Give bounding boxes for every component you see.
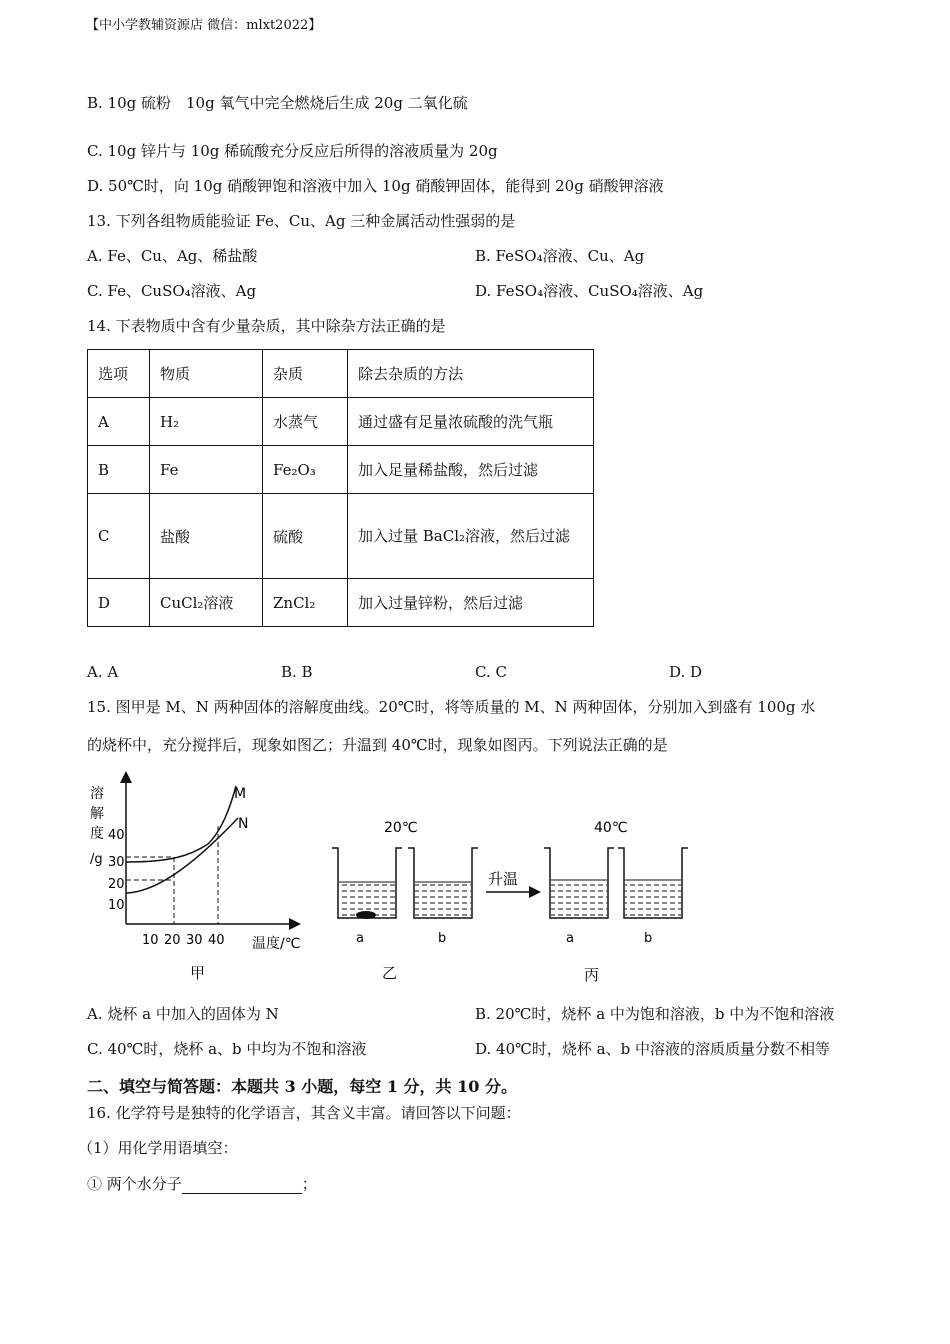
curve-m [126, 786, 236, 862]
y-tick-label: 20 [108, 877, 125, 892]
table-cell: CuCl₂溶液 [150, 579, 263, 627]
table-row [88, 494, 594, 579]
q12-option-b: B. 10g 硫粉 10g 氧气中完全燃烧后生成 20g 二氧化硫 [87, 94, 468, 112]
x-tick-label: 20 [164, 933, 181, 948]
solution-b-40 [625, 880, 681, 917]
table-cell: 硫酸 [263, 494, 348, 579]
q13-option-a: A. Fe、Cu、Ag、稀盐酸 [87, 247, 258, 265]
table-cell: D [88, 579, 150, 627]
figure-caption-jia: 甲 [190, 964, 206, 982]
beaker-label-a: a [356, 931, 364, 946]
table-cell: A [88, 398, 150, 446]
q15-stem-line1: 15. 图甲是 M、N 两种固体的溶解度曲线。20℃时，将等质量的 M、N 两种固体，分别加入到盛有 100g 水 [87, 698, 816, 716]
figure-caption-bing: 丙 [584, 966, 600, 984]
q14-table [87, 349, 594, 627]
q14-option-d: D. D [669, 663, 703, 681]
table-cell: 通过盛有足量浓硫酸的洗气瓶 [348, 398, 594, 446]
curve-n-label: N [238, 816, 249, 832]
q15-option-c: C. 40℃时，烧杯 a、b 中均为不饱和溶液 [87, 1040, 367, 1058]
table-cell: Fe [150, 446, 263, 494]
table-cell: Fe₂O₃ [263, 446, 348, 494]
q15-option-b: B. 20℃时，烧杯 a 中为饱和溶液，b 中为不饱和溶液 [475, 1005, 835, 1023]
q16-item1 [87, 1174, 317, 1194]
table-row [88, 398, 594, 446]
x-tick-label: 30 [186, 933, 203, 948]
y-label-char: 度 [90, 826, 104, 842]
y-label-char: 溶 [90, 786, 104, 802]
q16-sub1: （1）用化学用语填空： [78, 1139, 238, 1157]
beaker-figure [326, 810, 696, 990]
q14-option-a: A. A [87, 663, 119, 681]
y-tick-label: 30 [108, 855, 125, 870]
table-cell: 水蒸气 [263, 398, 348, 446]
q14-stem: 14. 下表物质中含有少量杂质，其中除杂方法正确的是 [87, 317, 446, 335]
q13-option-d: D. FeSO₄溶液、CuSO₄溶液、Ag [475, 282, 704, 300]
table-header-cell: 选项 [88, 350, 150, 398]
q16-item1-text: ① 两个水分子 [87, 1175, 182, 1193]
undissolved-solid [356, 911, 376, 919]
beaker-label-b: b [644, 931, 653, 946]
answer-blank[interactable] [182, 1177, 302, 1194]
table-row [88, 579, 594, 627]
table-cell: B [88, 446, 150, 494]
q13-option-c: C. Fe、CuSO₄溶液、Ag [87, 282, 257, 300]
x-tick-label: 40 [208, 933, 225, 948]
q16-item1-end: ； [301, 1175, 317, 1193]
temp-label-20: 20℃ [384, 820, 418, 836]
q14-option-b: B. B [281, 663, 313, 681]
q15-option-a: A. 烧杯 a 中加入的固体为 N [87, 1005, 279, 1023]
solution-b-20 [415, 882, 471, 917]
solubility-figure [80, 768, 320, 990]
x-axis-label: 温度/℃ [252, 936, 301, 952]
y-label-char: /g [90, 852, 103, 867]
table-cell: C [88, 494, 150, 579]
curve-m-label: M [234, 786, 247, 802]
q15-stem-line2: 的烧杯中，充分搅拌后，现象如图乙；升温到 40℃时，现象如图丙。下列说法正确的是 [87, 736, 668, 754]
page-header: 【中小学教辅资源店 微信：mlxt2022】 [86, 18, 322, 33]
arrow-label: 升温 [488, 870, 519, 888]
table-cell: 加入过量锌粉，然后过滤 [348, 579, 594, 627]
q13-stem: 13. 下列各组物质能验证 Fe、Cu、Ag 三种金属活动性强弱的是 [87, 212, 516, 230]
beaker-label-b: b [438, 931, 447, 946]
table-cell: 加入足量稀盐酸，然后过滤 [348, 446, 594, 494]
y-tick-label: 10 [108, 898, 125, 913]
x-tick-label: 10 [142, 933, 159, 948]
table-cell: 加入过量 BaCl₂溶液，然后过滤 [348, 494, 594, 579]
temp-label-40: 40℃ [594, 820, 628, 836]
q15-option-d: D. 40℃时，烧杯 a、b 中溶液的溶质质量分数不相等 [475, 1040, 830, 1058]
table-header-row [88, 350, 594, 398]
table-header-cell: 杂质 [263, 350, 348, 398]
table-cell: H₂ [150, 398, 263, 446]
q12-option-c: C. 10g 锌片与 10g 稀硫酸充分反应后所得的溶液质量为 20g [87, 142, 498, 160]
figure-caption-yi: 乙 [382, 964, 398, 982]
q12-option-d: D. 50℃时，向 10g 硝酸钾饱和溶液中加入 10g 硝酸钾固体，能得到 20g 硝酸钾溶液 [87, 177, 664, 195]
table-cell: ZnCl₂ [263, 579, 348, 627]
q13-option-b: B. FeSO₄溶液、Cu、Ag [475, 247, 645, 265]
table-header-cell: 物质 [150, 350, 263, 398]
table-row [88, 446, 594, 494]
q16-stem: 16. 化学符号是独特的化学语言，其含义丰富。请回答以下问题： [87, 1104, 521, 1122]
y-label-char: 解 [90, 806, 104, 822]
table-header-cell: 除去杂质的方法 [348, 350, 594, 398]
solution-a-40 [551, 880, 607, 917]
y-tick-label: 40 [108, 828, 125, 843]
beaker-label-a: a [566, 931, 574, 946]
section-2-title: 二、填空与简答题：本题共 3 小题，每空 1 分，共 10 分。 [87, 1077, 517, 1096]
table-cell: 盐酸 [150, 494, 263, 579]
q14-option-c: C. C [475, 663, 507, 681]
